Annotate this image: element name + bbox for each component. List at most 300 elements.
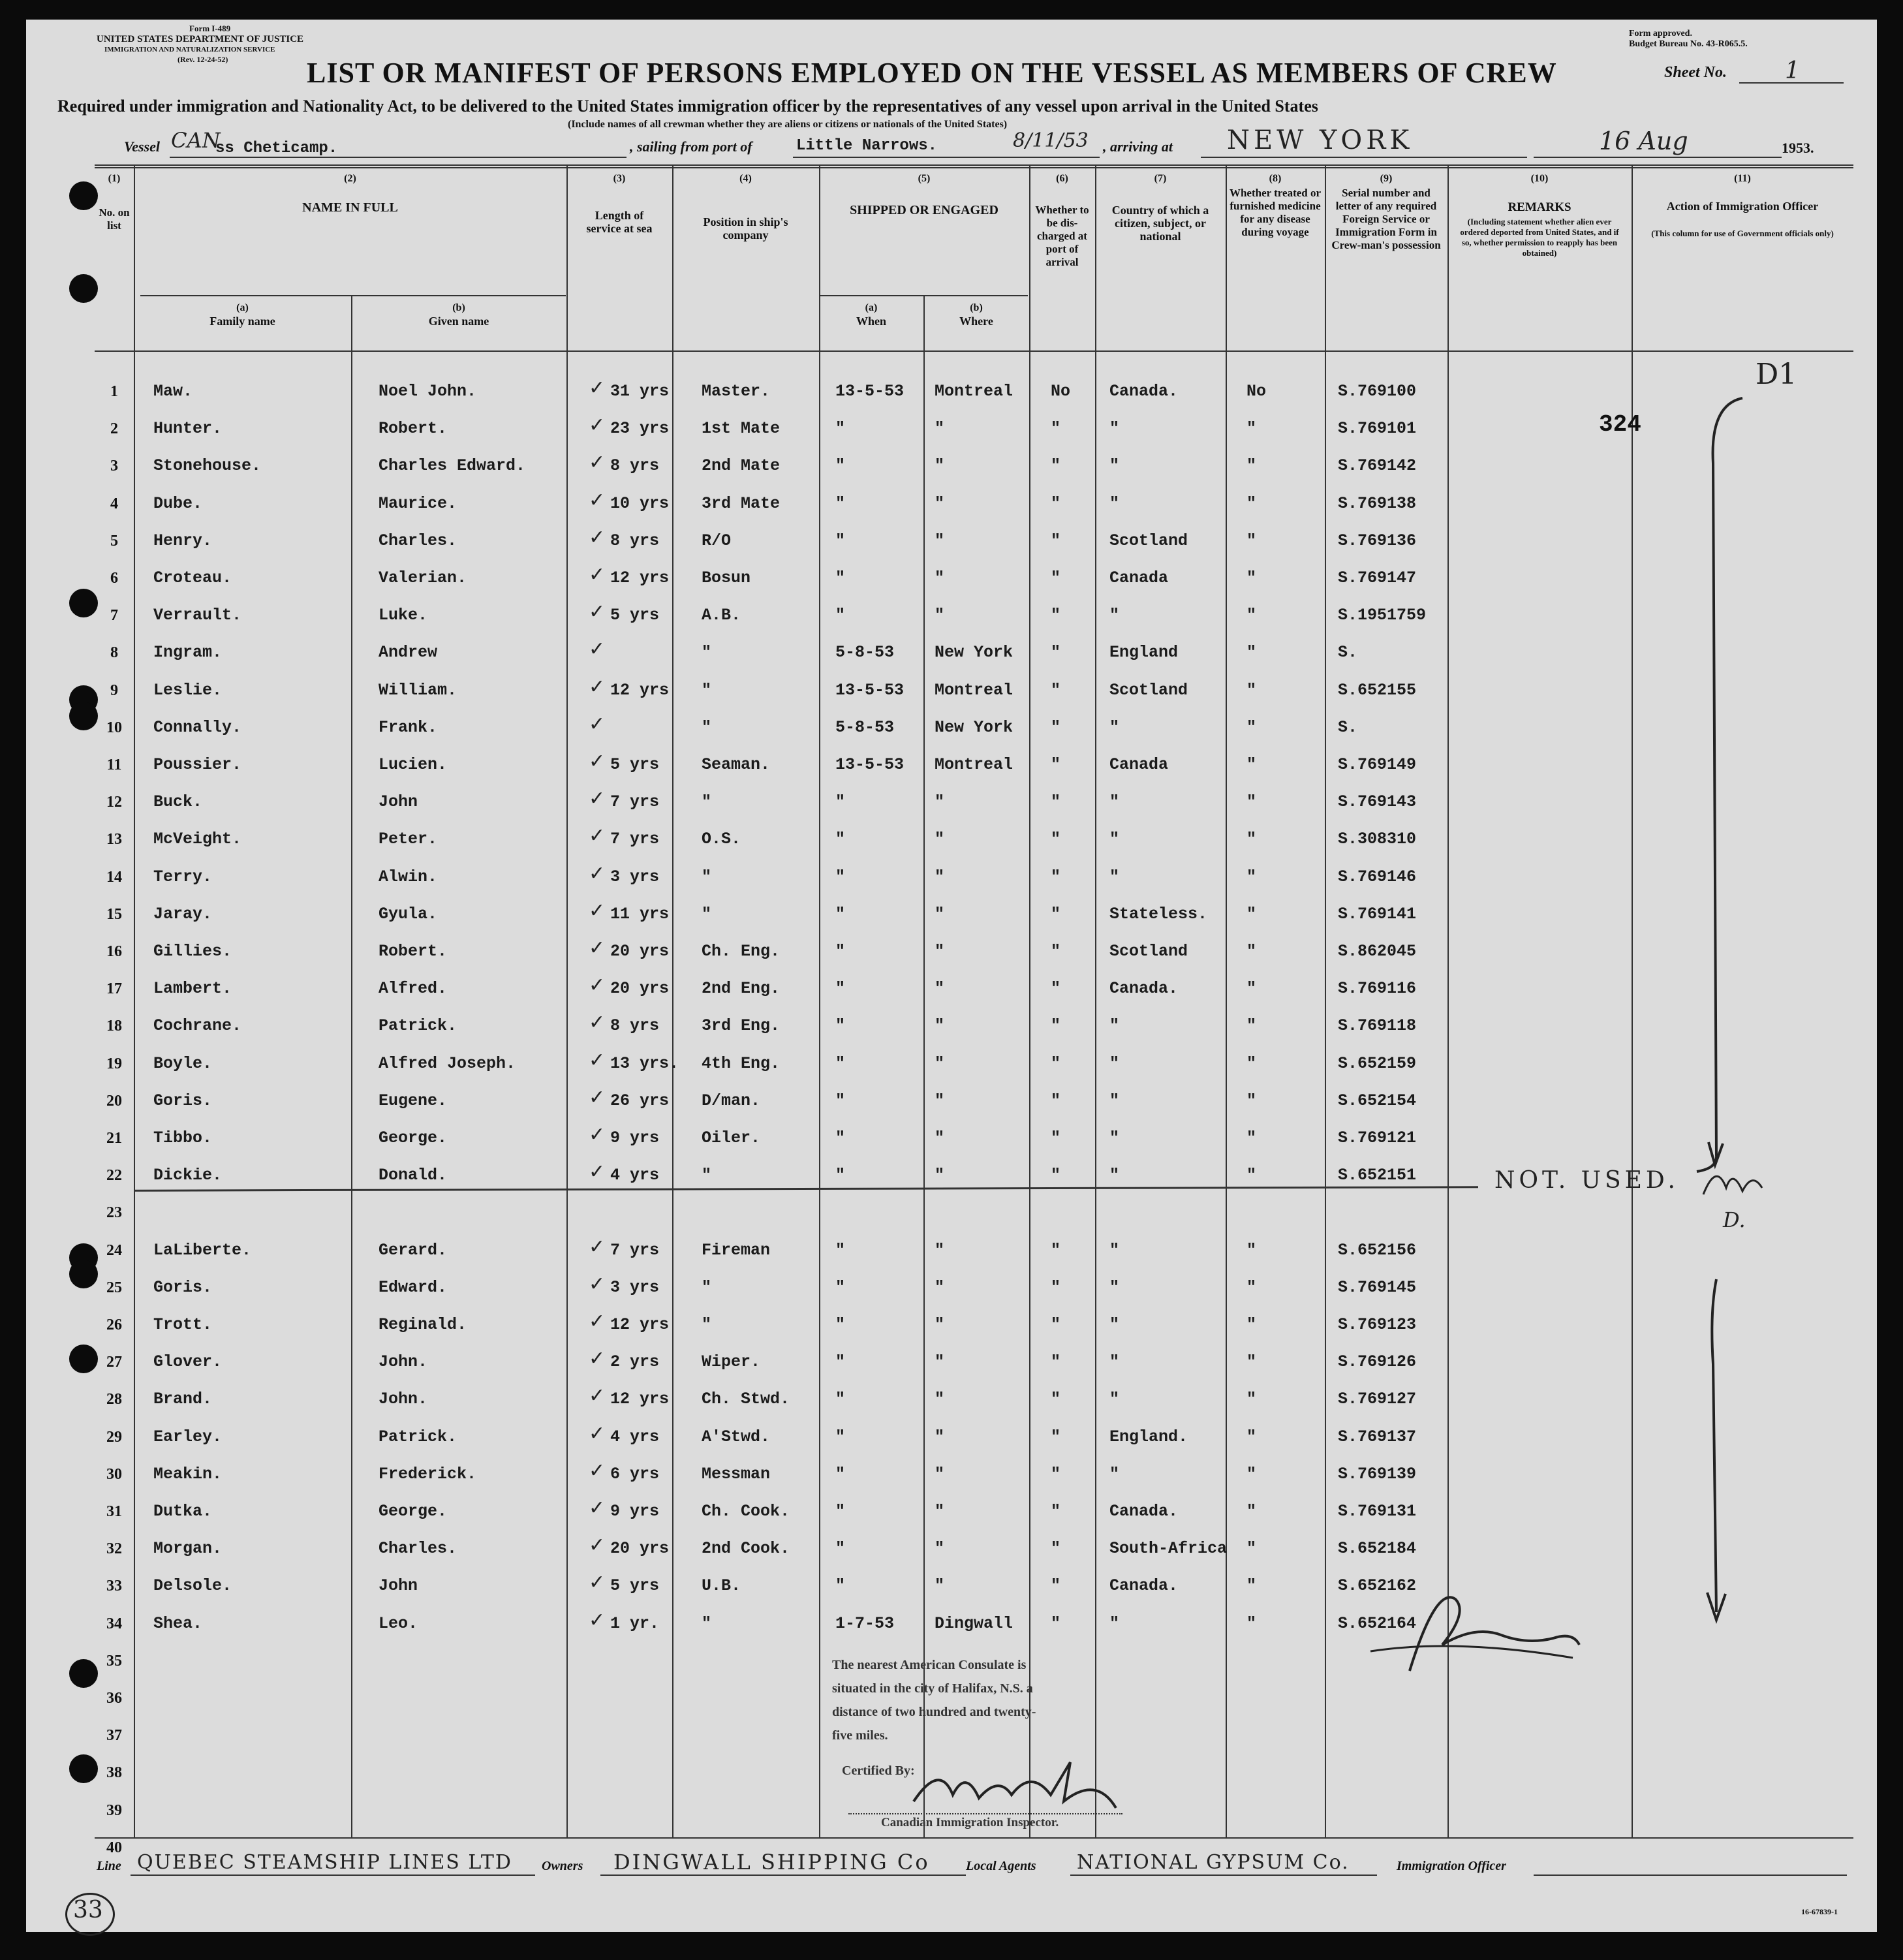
certificate-line-4: five miles.: [832, 1728, 888, 1743]
cell-position: 2nd Eng.: [702, 979, 781, 999]
cell-where: Montreal: [935, 382, 1013, 401]
check-mark-icon: ✓: [589, 712, 606, 736]
cell-country: ": [1109, 1315, 1120, 1334]
cell-serial: S.769138: [1338, 493, 1417, 513]
cell-discharge: ": [1051, 419, 1061, 439]
cell-where: Montreal: [935, 680, 1013, 700]
vessel-prefix: CAN: [171, 128, 221, 153]
check-mark-icon: ✓: [589, 750, 606, 773]
cell-family: Connally.: [153, 717, 242, 737]
form-approved: Form approved.: [1629, 29, 1692, 39]
page-title: LIST OR MANIFEST OF PERSONS EMPLOYED ON THE VESSEL AS MEMBERS OF CREW: [307, 57, 1557, 89]
check-mark-icon: ✓: [589, 563, 606, 586]
cell-family: Stonehouse.: [153, 456, 262, 476]
cell-family: Ingram.: [153, 643, 223, 662]
col-2-label: NAME IN FULL: [302, 200, 398, 215]
cell-given: John.: [379, 1352, 428, 1372]
arriving-label: , arriving at: [1103, 138, 1173, 155]
col-10-number: (10): [1530, 173, 1549, 184]
col-8-label: Whether treated or furnished medicine for any disease during voyage: [1229, 187, 1322, 238]
cell-serial: S.652151: [1338, 1166, 1417, 1185]
page-number: 33: [73, 1897, 103, 1923]
check-mark-icon: ✓: [589, 525, 606, 549]
col-1-label: No. on list: [99, 206, 130, 232]
cell-family: Cochrane.: [153, 1016, 242, 1036]
cell-serial: S.652156: [1338, 1240, 1417, 1260]
check-mark-icon: ✓: [589, 1085, 606, 1109]
cell-where: ": [935, 830, 945, 849]
cell-family: Buck.: [153, 792, 203, 812]
col-9-number: (9): [1380, 173, 1393, 184]
department: UNITED STATES DEPARTMENT OF JUSTICE: [97, 34, 304, 44]
service-name: IMMIGRATION AND NATURALIZATION SERVICE: [104, 46, 275, 54]
cell-where: ": [935, 1053, 945, 1073]
cell-serial: S.: [1338, 717, 1358, 737]
cell-where: ": [935, 792, 945, 812]
cell-country: ": [1109, 1091, 1120, 1110]
cell-position: Wiper.: [702, 1352, 761, 1372]
col-2-number: (2): [344, 173, 356, 184]
row-number: 2: [110, 420, 118, 438]
budget-number: Budget Bureau No. 43-R065.5.: [1629, 39, 1748, 49]
row-number: 19: [106, 1055, 122, 1072]
cell-where: ": [935, 531, 945, 550]
check-mark-icon: ✓: [589, 787, 606, 811]
cell-service: 12 yrs: [610, 1390, 670, 1409]
cell-family: Henry.: [153, 531, 213, 550]
row-number: 25: [106, 1279, 122, 1296]
cell-service: 20 yrs: [610, 1539, 670, 1559]
check-mark-icon: ✓: [589, 1160, 606, 1184]
cell-given: Noel John.: [379, 382, 477, 401]
cell-position: 1st Mate: [702, 419, 781, 439]
cell-given: Patrick.: [379, 1016, 457, 1036]
cell-service: 8 yrs: [610, 1016, 660, 1036]
cell-position: Ch. Cook.: [702, 1502, 790, 1521]
row-number: 38: [106, 1764, 122, 1782]
cell-position: 4th Eng.: [702, 1053, 781, 1073]
cell-given: Luke.: [379, 606, 428, 625]
cell-family: Goris.: [153, 1277, 213, 1297]
row-number: 15: [106, 905, 122, 923]
cell-country: ": [1109, 717, 1120, 737]
cell-given: John.: [379, 1390, 428, 1409]
initials-scribble: [1697, 1155, 1775, 1207]
col-3-number: (3): [613, 173, 626, 184]
cell-given: Frederick.: [379, 1464, 477, 1484]
cell-discharge: ": [1051, 1016, 1061, 1036]
cell-service: 7 yrs: [610, 1240, 660, 1260]
stamp-324: 324: [1599, 411, 1641, 438]
owners-label: Owners: [542, 1859, 583, 1873]
check-mark-icon: ✓: [589, 1310, 606, 1333]
row-number: 22: [106, 1167, 122, 1185]
cell-serial: S.769145: [1338, 1277, 1417, 1297]
cell-serial: S.769101: [1338, 419, 1417, 439]
cell-given: Patrick.: [379, 1427, 457, 1446]
cell-where: ": [935, 1539, 945, 1559]
cell-where: ": [935, 1352, 945, 1372]
cell-family: Hunter.: [153, 419, 223, 439]
subtitle: Required under immigration and Nationality Act, to be delivered to the United States immigration officer by the representatives of any vessel upon arrival in the United States: [57, 97, 1318, 116]
cell-family: Poussier.: [153, 755, 242, 774]
cell-given: Reginald.: [379, 1315, 467, 1334]
cell-serial: S.652184: [1338, 1539, 1417, 1559]
cell-discharge: ": [1051, 1091, 1061, 1110]
cell-family: LaLiberte.: [153, 1240, 252, 1260]
cell-family: Shea.: [153, 1613, 203, 1633]
punch-hole: [69, 1754, 98, 1783]
cell-when: ": [835, 979, 846, 999]
row-number: 18: [106, 1018, 122, 1035]
col-2b-number: (b): [452, 302, 465, 313]
cell-country: Canada.: [1109, 979, 1179, 999]
cell-medicine: No: [1246, 382, 1267, 401]
cell-given: George.: [379, 1502, 448, 1521]
cell-serial: S.769142: [1338, 456, 1417, 476]
sheet-number: 1: [1785, 57, 1800, 84]
row-number: 13: [106, 831, 122, 848]
cell-country: ": [1109, 1128, 1120, 1147]
cell-service: 11 yrs: [610, 904, 670, 924]
cell-medicine: ": [1246, 680, 1257, 700]
cell-country: Canada.: [1109, 1576, 1179, 1596]
cell-given: John: [379, 792, 418, 812]
cell-given: Edward.: [379, 1277, 448, 1297]
cell-when: 5-8-53: [835, 717, 895, 737]
cell-discharge: ": [1051, 568, 1061, 587]
cell-position: A.B.: [702, 606, 741, 625]
cell-where: ": [935, 942, 945, 961]
row-number: 10: [106, 719, 122, 736]
cell-when: ": [835, 1240, 846, 1260]
check-mark-icon: ✓: [589, 1534, 606, 1557]
cell-country: ": [1109, 419, 1120, 439]
cell-position: 3rd Eng.: [702, 1016, 781, 1036]
cell-where: ": [935, 456, 945, 476]
cell-serial: S.769137: [1338, 1427, 1417, 1446]
cell-service: 7 yrs: [610, 830, 660, 849]
cell-where: ": [935, 606, 945, 625]
cell-serial: S.769127: [1338, 1390, 1417, 1409]
punch-hole: [69, 1345, 98, 1373]
cell-when: ": [835, 1390, 846, 1409]
cell-discharge: ": [1051, 1427, 1061, 1446]
cell-service: 12 yrs: [610, 680, 670, 700]
cell-discharge: ": [1051, 1053, 1061, 1073]
check-mark-icon: ✓: [589, 414, 606, 437]
cell-discharge: ": [1051, 1277, 1061, 1297]
cell-discharge: ": [1051, 1128, 1061, 1147]
cell-given: Leo.: [379, 1613, 418, 1633]
certificate-line-2: situated in the city of Halifax, N.S. a: [832, 1681, 1033, 1696]
revision: (Rev. 12-24-52): [178, 55, 228, 64]
cell-medicine: ": [1246, 531, 1257, 550]
cell-serial: S.769143: [1338, 792, 1417, 812]
vessel-name: ss Cheticamp.: [215, 140, 338, 157]
cell-family: McVeight.: [153, 830, 242, 849]
cell-country: South-Africa: [1109, 1539, 1228, 1559]
cell-service: 3 yrs: [610, 867, 660, 886]
cell-where: New York: [935, 717, 1013, 737]
certificate-line-3: distance of two hundred and twenty-: [832, 1705, 1036, 1719]
arriving-port: NEW YORK: [1227, 125, 1414, 155]
cell-medicine: ": [1246, 1053, 1257, 1073]
cell-serial: S.652154: [1338, 1091, 1417, 1110]
row-number: 8: [110, 644, 118, 662]
cell-position: Bosun: [702, 568, 751, 587]
cell-service: 7 yrs: [610, 792, 660, 812]
cell-where: ": [935, 1502, 945, 1521]
cell-discharge: No: [1051, 382, 1071, 401]
row-number: 23: [106, 1204, 122, 1222]
cell-family: Dickie.: [153, 1166, 223, 1185]
cell-where: ": [935, 1277, 945, 1297]
cell-discharge: ": [1051, 606, 1061, 625]
manifest-sheet: [26, 20, 1877, 1932]
immigration-officer-label: Immigration Officer: [1397, 1859, 1506, 1873]
row-number: 6: [110, 570, 118, 587]
cell-family: Trott.: [153, 1315, 213, 1334]
cell-where: ": [935, 493, 945, 513]
cell-serial: S.769100: [1338, 382, 1417, 401]
punch-hole: [69, 274, 98, 303]
row-number: 7: [110, 607, 118, 625]
cell-discharge: ": [1051, 792, 1061, 812]
row-number: 12: [106, 794, 122, 811]
cell-given: Charles.: [379, 1539, 457, 1559]
cell-position: ": [702, 1277, 712, 1297]
cell-service: 12 yrs: [610, 568, 670, 587]
cell-position: ": [702, 643, 712, 662]
check-mark-icon: ✓: [589, 1123, 606, 1146]
cell-country: Scotland: [1109, 680, 1188, 700]
cell-position: Messman: [702, 1464, 771, 1484]
row-number: 33: [106, 1578, 122, 1595]
col-5a-label: When: [856, 315, 886, 328]
cell-when: ": [835, 568, 846, 587]
cell-country: ": [1109, 792, 1120, 812]
cell-family: Jaray.: [153, 904, 213, 924]
cell-given: Robert.: [379, 942, 448, 961]
cell-country: ": [1109, 493, 1120, 513]
cell-position: Oiler.: [702, 1128, 761, 1147]
cell-when: ": [835, 1576, 846, 1596]
col-11-label: Action of Immigration Officer: [1666, 200, 1819, 213]
action-bracket-arrows: [1632, 385, 1762, 1645]
cell-when: ": [835, 1352, 846, 1372]
cell-when: ": [835, 493, 846, 513]
cell-medicine: ": [1246, 1539, 1257, 1559]
cell-when: ": [835, 1277, 846, 1297]
cell-given: Alfred.: [379, 979, 448, 999]
cell-country: Canada: [1109, 568, 1169, 587]
punch-hole: [69, 181, 98, 210]
cell-given: Frank.: [379, 717, 438, 737]
cell-where: ": [935, 1427, 945, 1446]
cell-discharge: ": [1051, 1390, 1061, 1409]
col-1-number: (1): [108, 173, 121, 184]
check-mark-icon: ✓: [589, 1608, 606, 1632]
cell-serial: S.769139: [1338, 1464, 1417, 1484]
check-mark-icon: ✓: [589, 1048, 606, 1072]
col-5b-label: Where: [959, 315, 993, 328]
row-number: 29: [106, 1428, 122, 1446]
cell-service: 9 yrs: [610, 1502, 660, 1521]
row-number: 11: [106, 756, 122, 773]
cell-serial: S.769123: [1338, 1315, 1417, 1334]
cell-country: ": [1109, 1240, 1120, 1260]
check-mark-icon: ✓: [589, 600, 606, 624]
col-2b-label: Given name: [428, 315, 489, 328]
cell-serial: S.652164: [1338, 1613, 1417, 1633]
cell-country: ": [1109, 1277, 1120, 1297]
check-mark-icon: ✓: [589, 937, 606, 959]
col-5b-number: (b): [970, 302, 983, 313]
cell-country: ": [1109, 606, 1120, 625]
cell-discharge: ": [1051, 1464, 1061, 1484]
cell-service: 13 yrs.: [610, 1053, 679, 1073]
cell-position: ": [702, 904, 712, 924]
sailing-date: 8/11/53: [1013, 129, 1089, 152]
cell-discharge: ": [1051, 904, 1061, 924]
check-mark-icon: ✓: [589, 974, 606, 997]
cell-position: ": [702, 867, 712, 886]
cell-where: ": [935, 568, 945, 587]
cell-position: 3rd Mate: [702, 493, 781, 513]
cell-service: 4 yrs: [610, 1427, 660, 1446]
col-11-note: (This column for use of Government officials only): [1651, 228, 1834, 238]
cell-position: Seaman.: [702, 755, 771, 774]
cell-service: 20 yrs: [610, 979, 670, 999]
sheet-label: Sheet No.: [1664, 64, 1727, 81]
cell-serial: S.652155: [1338, 680, 1417, 700]
cell-when: ": [835, 942, 846, 961]
local-agents-value: NATIONAL GYPSUM Co.: [1077, 1851, 1350, 1874]
col-5-number: (5): [918, 173, 931, 184]
cell-when: 13-5-53: [835, 382, 905, 401]
local-agents-label: Local Agents: [966, 1859, 1036, 1873]
punch-hole: [69, 589, 98, 617]
cell-medicine: ": [1246, 1352, 1257, 1372]
cell-country: ": [1109, 1464, 1120, 1484]
sailing-port: Little Narrows.: [796, 137, 938, 155]
vessel-label: Vessel: [124, 138, 160, 155]
cell-medicine: ": [1246, 1091, 1257, 1110]
cell-discharge: ": [1051, 493, 1061, 513]
cell-service: 26 yrs: [610, 1091, 670, 1110]
cell-family: Verrault.: [153, 606, 242, 625]
cell-where: Montreal: [935, 755, 1013, 774]
cell-medicine: ": [1246, 1128, 1257, 1147]
cell-family: Lambert.: [153, 979, 232, 999]
cell-medicine: ": [1246, 456, 1257, 476]
cell-when: ": [835, 1053, 846, 1073]
cell-when: ": [835, 830, 846, 849]
cell-discharge: ": [1051, 1352, 1061, 1372]
cell-service: 2 yrs: [610, 1352, 660, 1372]
cell-position: Ch. Stwd.: [702, 1390, 790, 1409]
cell-given: Eugene.: [379, 1091, 448, 1110]
cell-when: ": [835, 867, 846, 886]
cell-family: Gillies.: [153, 942, 232, 961]
cell-discharge: ": [1051, 1576, 1061, 1596]
cell-medicine: ": [1246, 755, 1257, 774]
cell-position: ": [702, 1613, 712, 1633]
cell-country: ": [1109, 1053, 1120, 1073]
arrival-day: 16 Aug: [1599, 127, 1688, 155]
cell-medicine: ": [1246, 942, 1257, 961]
cell-serial: S.1951759: [1338, 606, 1427, 625]
cell-medicine: ": [1246, 792, 1257, 812]
punch-hole: [69, 1659, 98, 1688]
cell-family: Terry.: [153, 867, 213, 886]
cell-position: O.S.: [702, 830, 741, 849]
cell-country: Stateless.: [1109, 904, 1208, 924]
cell-service: 20 yrs: [610, 942, 670, 961]
cell-when: ": [835, 419, 846, 439]
check-mark-icon: ✓: [589, 899, 606, 922]
cell-country: ": [1109, 456, 1120, 476]
col-2a-number: (a): [236, 302, 249, 313]
cell-position: U.B.: [702, 1576, 741, 1596]
col-9-label: Serial number and letter of any required Foreign Service or Immigration Form in Crew-man's possession: [1331, 187, 1441, 251]
cell-country: ": [1109, 1390, 1120, 1409]
cell-medicine: ": [1246, 904, 1257, 924]
row-number: 37: [106, 1727, 122, 1745]
col-10-note: (Including statement whether alien ever ordered deported from United States, and if so, whether permission to reapply has been obtained): [1460, 217, 1619, 258]
cell-service: 31 yrs: [610, 382, 670, 401]
cell-position: 2nd Mate: [702, 456, 781, 476]
col-7-label: Country of which a citizen, subject, or national: [1111, 204, 1209, 243]
cell-family: Leslie.: [153, 680, 223, 700]
arrival-year: 1953.: [1782, 140, 1814, 156]
check-mark-icon: ✓: [589, 1272, 606, 1296]
cell-serial: S.652159: [1338, 1053, 1417, 1073]
row-number: 34: [106, 1615, 122, 1632]
cell-where: ": [935, 1464, 945, 1484]
cell-position: ": [702, 1315, 712, 1334]
row-number: 32: [106, 1540, 122, 1558]
cell-family: Tibbo.: [153, 1128, 213, 1147]
row-number: 28: [106, 1391, 122, 1408]
cell-where: Dingwall: [935, 1613, 1013, 1633]
cell-position: Master.: [702, 382, 771, 401]
cell-position: ": [702, 717, 712, 737]
cell-serial: S.769118: [1338, 1016, 1417, 1036]
punch-hole: [69, 702, 98, 730]
cell-service: 6 yrs: [610, 1464, 660, 1484]
cell-discharge: ": [1051, 643, 1061, 662]
col-5-label: SHIPPED OR ENGAGED: [850, 203, 998, 217]
cell-discharge: ": [1051, 830, 1061, 849]
cell-discharge: ": [1051, 979, 1061, 999]
cell-service: 8 yrs: [610, 456, 660, 476]
col-10-label: REMARKS: [1508, 200, 1571, 214]
cell-position: D/man.: [702, 1091, 761, 1110]
cell-when: ": [835, 531, 846, 550]
check-mark-icon: ✓: [589, 824, 606, 848]
cell-medicine: ": [1246, 568, 1257, 587]
cell-serial: S.769116: [1338, 979, 1417, 999]
cell-given: Charles Edward.: [379, 456, 526, 476]
row-number: 16: [106, 943, 122, 960]
cell-where: ": [935, 1576, 945, 1596]
cell-country: ": [1109, 1352, 1120, 1372]
cell-when: ": [835, 1427, 846, 1446]
owners-value: DINGWALL SHIPPING Co: [613, 1850, 930, 1874]
row-number: 20: [106, 1092, 122, 1110]
